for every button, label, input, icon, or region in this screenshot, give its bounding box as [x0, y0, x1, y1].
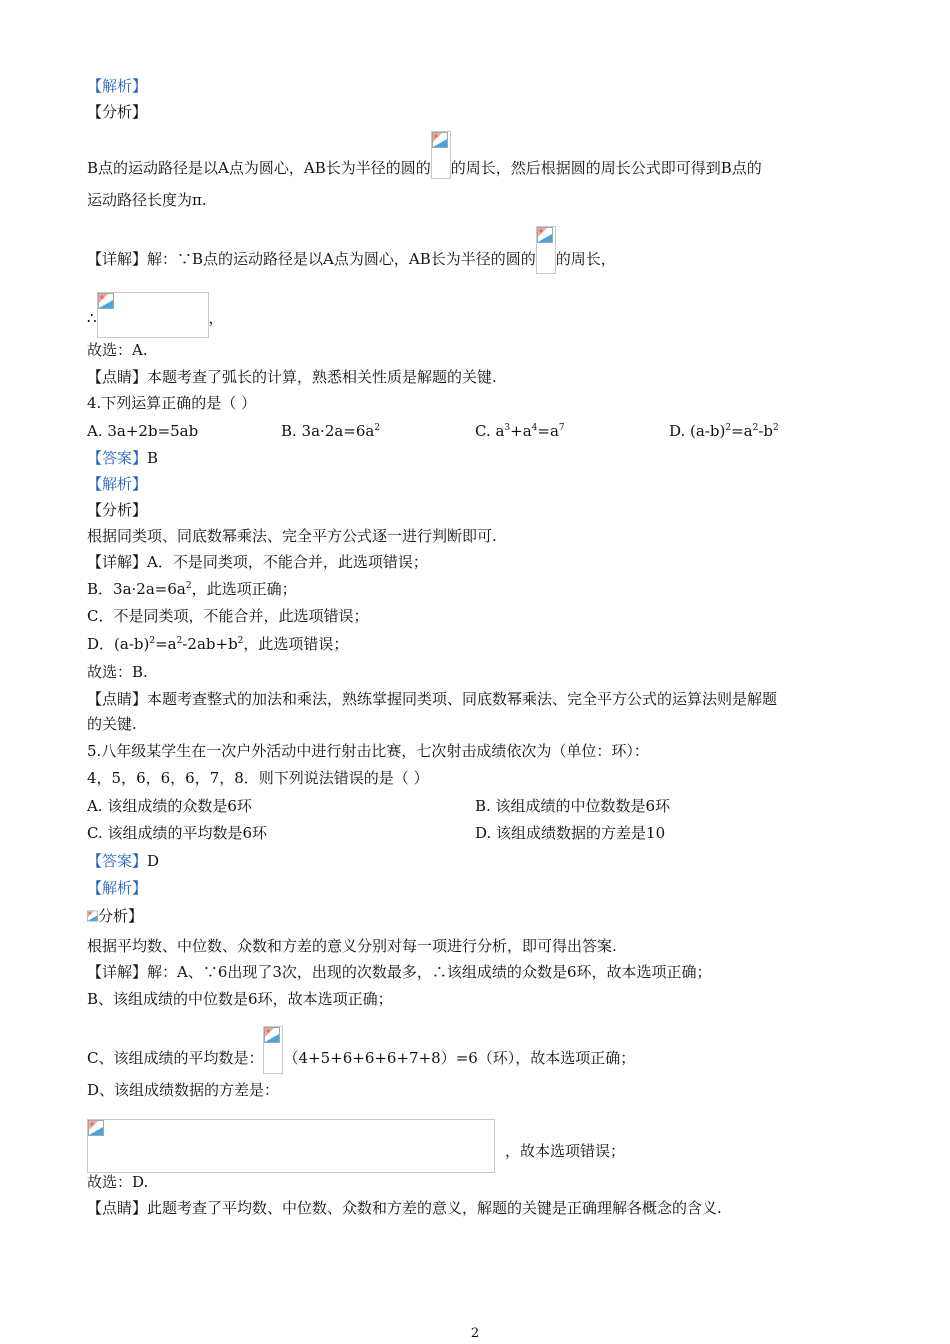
jiexi-tag: 【解析】 [87, 879, 148, 897]
dianjing-tag: 【点睛】 [87, 690, 148, 708]
q5-stem-line2: 4，5，6，6，6，7，8．则下列说法错误的是（ ） [87, 769, 429, 787]
superscript: 2 [185, 581, 192, 591]
superscript: 2 [773, 423, 779, 433]
dianjing-tag: 【点睛】 [87, 368, 148, 386]
fenxi-tag: 【分析】 [87, 501, 148, 519]
superscript: 7 [558, 423, 565, 433]
page-number: 2 [470, 1326, 480, 1341]
q4-option-c [475, 421, 565, 441]
detail-tag: 【详解】 [87, 250, 148, 268]
detail-text: B．3a·2a=6a [87, 580, 186, 598]
q4-detail-a [87, 552, 428, 572]
q5-detail-c [87, 1035, 635, 1083]
formula-image [536, 226, 556, 274]
formula-image [263, 1026, 283, 1074]
formula-image [87, 907, 98, 925]
superscript: 2 [176, 636, 183, 646]
detail-tag: 【详解】 [87, 963, 148, 981]
q5-option-a: A. 该组成绩的众数是6环 [87, 797, 252, 815]
broken-image-icon [432, 132, 448, 148]
q4-answer [87, 448, 158, 468]
q3-dianjing [87, 367, 497, 387]
answer-tag: 【答案】 [87, 449, 148, 467]
q4-option-d-text2: =a [731, 422, 753, 440]
q4-detail-d [87, 634, 348, 654]
q3-analysis-line2: 运动路径长度为π. [87, 191, 207, 209]
q4-option-b-text: B. 3a·2a=6a [281, 422, 375, 440]
q5-option-b: B. 该组成绩的中位数数是6环 [475, 797, 671, 815]
jiexi-tag: 【解析】 [87, 77, 148, 95]
superscript: 2 [149, 636, 156, 646]
dianjing-text: 此题考查了平均数、中位数、众数和方差的意义，解题的关键是正确理解各概念的含义. [147, 1199, 722, 1217]
q4-option-c-text3: =a [537, 422, 559, 440]
q3-detail-text-b: 的周长， [555, 250, 616, 268]
q5-stem-line1: 5.八年级某学生在一次户外活动中进行射击比赛，七次射击成绩依次为（单位：环）： [87, 742, 649, 760]
formula-image [87, 1119, 495, 1173]
answer-tag: 【答案】 [87, 852, 148, 870]
formula-image [431, 131, 451, 179]
q4-option-a: A. 3a+2b=5ab [87, 422, 199, 440]
broken-image-icon [88, 1120, 104, 1136]
detail-text: A．不是同类项，不能合并，此选项错误； [147, 553, 428, 571]
q5-variance-line [87, 1125, 625, 1179]
jiexi-tag: 【解析】 [87, 475, 148, 493]
dianjing-tag: 【点睛】 [87, 1199, 148, 1217]
broken-image-icon [537, 227, 553, 243]
q3-detail-line [87, 236, 616, 284]
detail-text: D．(a-b) [87, 635, 150, 653]
comma: ， [208, 309, 224, 327]
dianjing-text: 本题考查了弧长的计算，熟悉相关性质是解题的关键. [147, 368, 497, 386]
detail-text: ，此选项错误； [243, 635, 349, 653]
detail-text: C、该组成绩的平均数是： [87, 1049, 264, 1067]
q5-detail-b: B、该组成绩的中位数是6环，故本选项正确； [87, 990, 393, 1008]
fenxi-tag: 【分析】 [87, 103, 148, 121]
fenxi-tag: 分析】 [98, 907, 144, 925]
detail-text: ，故本选项错误； [505, 1142, 626, 1160]
detail-tag: 【详解】 [87, 553, 148, 571]
q4-option-d-text: D. (a-b) [669, 422, 726, 440]
broken-image-icon [264, 1027, 280, 1043]
q5-dianjing [87, 1198, 722, 1218]
fenxi-line [87, 906, 143, 926]
q4-analysis: 根据同类项、同底数幂乘法、完全平方公式逐一进行判断即可. [87, 527, 497, 545]
superscript: 2 [752, 423, 759, 433]
q4-option-d [669, 421, 779, 441]
q4-option-b [281, 421, 380, 441]
detail-text: ，此选项正确； [191, 580, 297, 598]
broken-image-icon [98, 293, 114, 309]
superscript: 4 [531, 423, 538, 433]
q5-analysis: 根据平均数、中位数、众数和方差的意义分别对每一项进行分析，即可得出答案. [87, 937, 617, 955]
superscript: 2 [374, 423, 381, 433]
q3-detail-text-a: 解：∵B点的运动路径是以A点为圆心，AB长为半径的圆的 [147, 250, 536, 268]
q5-answer [87, 851, 159, 871]
answer-value: D [147, 852, 160, 870]
formula-image [97, 292, 209, 338]
detail-text: （4+5+6+6+6+7+8）=6（环），故本选项正确； [283, 1049, 636, 1067]
q4-option-d-text3: -b [758, 422, 774, 440]
q4-dianjing [87, 689, 777, 709]
answer-value: B [147, 449, 159, 467]
superscript: 2 [237, 636, 244, 646]
q3-choose: 故选：A. [87, 341, 148, 359]
superscript: 2 [725, 423, 732, 433]
q4-detail-b [87, 579, 297, 599]
q3-analysis-text-a: B点的运动路径是以A点为圆心，AB长为半径的圆的 [87, 159, 431, 177]
q4-stem: 4.下列运算正确的是（ ） [87, 394, 257, 412]
detail-text: =a [155, 635, 177, 653]
q4-dianjing-cont: 的关键. [87, 715, 137, 733]
q5-detail-a [87, 962, 711, 982]
q3-analysis-line1 [87, 145, 762, 193]
q3-therefore-line [87, 296, 224, 342]
q4-detail-c: C．不是同类项，不能合并，此选项错误； [87, 607, 369, 625]
q4-option-c-text2: +a [510, 422, 532, 440]
q4-option-c-text: C. a [475, 422, 505, 440]
q5-detail-d: D、该组成绩数据的方差是： [87, 1081, 280, 1099]
q4-choose: 故选：B. [87, 663, 148, 681]
broken-image-icon [87, 907, 98, 925]
superscript: 3 [504, 423, 511, 433]
dianjing-text: 本题考查整式的加法和乘法，熟练掌握同类项、同底数幂乘法、完全平方公式的运算法则是解题 [147, 690, 778, 708]
q5-option-d: D. 该组成绩数据的方差是10 [475, 824, 666, 842]
therefore-symbol: ∴ [87, 309, 97, 327]
q5-option-c: C. 该组成绩的平均数是6环 [87, 824, 268, 842]
detail-text: -2ab+b [182, 635, 238, 653]
detail-text: 解：A、∵6出现了3次，出现的次数最多，∴该组成绩的众数是6环，故本选项正确； [147, 963, 712, 981]
q3-analysis-text-b: 的周长，然后根据圆的周长公式即可得到B点的 [450, 159, 762, 177]
q5-choose: 故选：D. [87, 1173, 149, 1191]
